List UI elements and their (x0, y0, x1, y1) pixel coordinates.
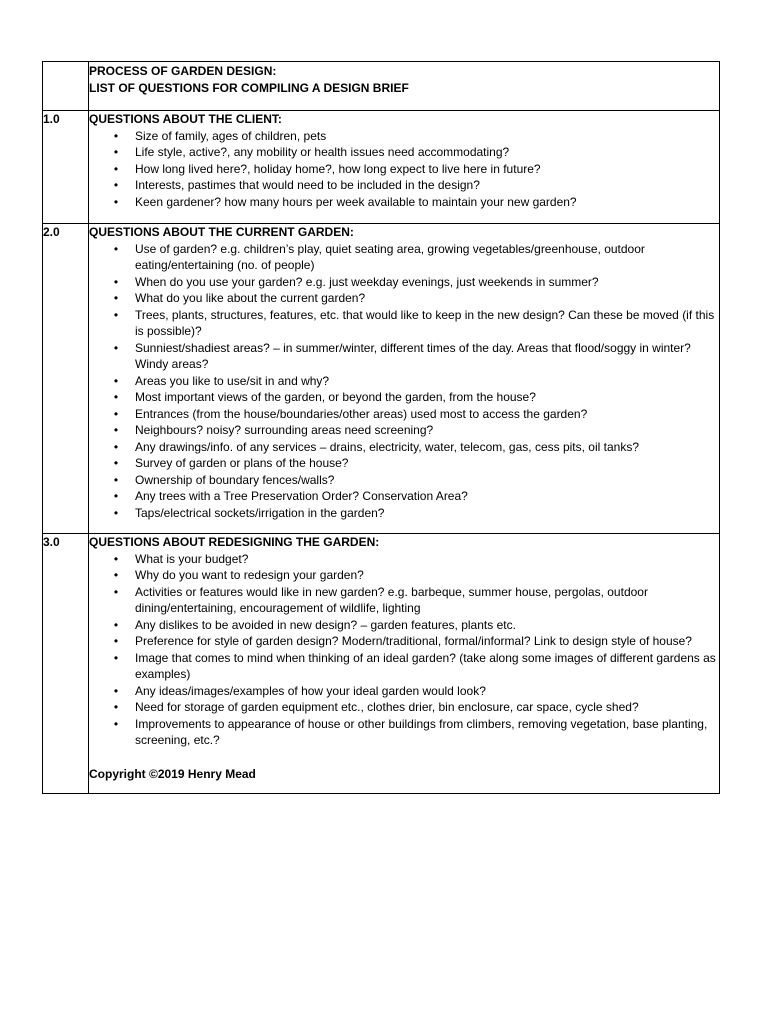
question-text: Any drawings/info. of any services – drains, electricity, water, telecom, gas, cess pits, oil tanks? (135, 439, 639, 454)
question-item (89, 161, 719, 178)
question-item (89, 505, 719, 522)
question-text: Sunniest/shadiest areas? – in summer/winter, different times of the day. Areas that flood/soggy in winter? Windy areas? (135, 340, 691, 371)
section-row-current-garden (43, 224, 720, 534)
design-brief-table (42, 61, 720, 794)
title-number-cell (43, 62, 89, 111)
question-item (89, 422, 719, 439)
question-item (89, 551, 719, 568)
question-list (89, 551, 719, 749)
question-text: What is your budget? (135, 551, 249, 566)
question-item (89, 488, 719, 505)
section-number: 3.0 (43, 534, 89, 794)
bullet-icon: • (113, 683, 119, 698)
bullet-icon: • (113, 700, 119, 714)
question-item (89, 472, 719, 489)
question-text: Use of garden? e.g. children’s play, quiet seating area, growing vegetables/greenhouse, outdoor eating/entertaining (no. of people) (135, 241, 645, 272)
question-text: Taps/electrical sockets/irrigation in the garden? (135, 505, 385, 520)
bullet-icon: • (113, 274, 119, 289)
bullet-icon: • (113, 617, 119, 632)
bullet-icon: • (113, 634, 119, 648)
question-item (89, 194, 719, 211)
question-item (89, 406, 719, 423)
question-item (89, 633, 719, 650)
bullet-icon: • (113, 650, 119, 665)
bullet-icon: • (113, 340, 119, 355)
question-text: Entrances (from the house/boundaries/other areas) used most to access the garden? (135, 406, 588, 421)
question-item (89, 177, 719, 194)
question-list (89, 241, 719, 522)
question-text: Improvements to appearance of house or other buildings from climbers, removing vegetation, base planting, screening, etc.? (135, 716, 708, 747)
question-item (89, 617, 719, 634)
bullet-icon: • (113, 307, 119, 322)
document-title-line-1: PROCESS OF GARDEN DESIGN: (89, 64, 277, 78)
bullet-icon: • (113, 128, 119, 143)
question-text: Survey of garden or plans of the house? (135, 456, 349, 470)
question-text: Image that comes to mind when thinking of an ideal garden? (take along some images of different gardens as examples) (135, 650, 716, 681)
section-body-client (89, 111, 720, 224)
question-item (89, 290, 719, 307)
section-heading: QUESTIONS ABOUT THE CURRENT GARDEN: (89, 225, 354, 239)
bullet-icon: • (113, 145, 119, 159)
question-item (89, 274, 719, 291)
bullet-icon: • (113, 291, 119, 305)
bullet-icon: • (113, 716, 119, 731)
question-text: When do you use your garden? e.g. just weekday evenings, just weekends in summer? (135, 274, 599, 289)
question-text: What do you like about the current garden? (135, 291, 366, 305)
section-body-redesign (89, 534, 720, 794)
question-text: Why do you want to redesign your garden? (135, 568, 364, 582)
question-text: Keen gardener? how many hours per week available to maintain your new garden? (135, 194, 577, 209)
section-row-client (43, 111, 720, 224)
section-row-redesign (43, 534, 720, 794)
document-title-line-2: LIST OF QUESTIONS FOR COMPILING A DESIGN BRIEF (89, 80, 409, 95)
question-text: Trees, plants, structures, features, etc. that would like to keep in the new design? Can these be moved (if this is possible)? (135, 307, 715, 338)
question-item (89, 567, 719, 584)
bullet-icon: • (113, 568, 119, 582)
question-text: Any ideas/images/examples of how your ideal garden would look? (135, 683, 486, 698)
question-text: Most important views of the garden, or beyond the garden, from the house? (135, 390, 536, 404)
question-text: Life style, active?, any mobility or health issues need accommodating? (135, 145, 510, 159)
question-text: Need for storage of garden equipment etc., clothes drier, bin enclosure, car space, cycle shed? (135, 700, 639, 714)
question-item (89, 650, 719, 683)
question-list (89, 128, 719, 211)
title-cell (89, 62, 720, 111)
bullet-icon: • (113, 551, 119, 566)
bullet-icon: • (113, 505, 119, 520)
question-item (89, 683, 719, 700)
question-text: Ownership of boundary fences/walls? (135, 472, 335, 487)
title-row (43, 62, 720, 111)
question-item (89, 128, 719, 145)
bullet-icon: • (113, 161, 119, 176)
question-item (89, 389, 719, 406)
question-item (89, 340, 719, 373)
bullet-icon: • (113, 489, 119, 503)
copyright-notice: Copyright ©2019 Henry Mead (89, 766, 256, 781)
question-text: How long lived here?, holiday home?, how long expect to live here in future? (135, 161, 541, 176)
question-item (89, 584, 719, 617)
section-number: 1.0 (43, 111, 89, 224)
bullet-icon: • (113, 194, 119, 209)
section-heading: QUESTIONS ABOUT REDESIGNING THE GARDEN: (89, 535, 380, 549)
bullet-icon: • (113, 472, 119, 487)
question-item (89, 455, 719, 472)
question-text: Any dislikes to be avoided in new design? – garden features, plants etc. (135, 617, 516, 632)
question-text: Areas you like to use/sit in and why? (135, 373, 330, 388)
question-item (89, 439, 719, 456)
question-item (89, 144, 719, 161)
question-text: Size of family, ages of children, pets (135, 128, 327, 143)
bullet-icon: • (113, 373, 119, 388)
bullet-icon: • (113, 423, 119, 437)
bullet-icon: • (113, 584, 119, 599)
question-item (89, 373, 719, 390)
question-item (89, 699, 719, 716)
bullet-icon: • (113, 241, 119, 256)
bullet-icon: • (113, 406, 119, 421)
bullet-icon: • (113, 439, 119, 454)
question-text: Neighbours? noisy? surrounding areas need screening? (135, 423, 434, 437)
question-text: Any trees with a Tree Preservation Order? Conservation Area? (135, 489, 468, 503)
bullet-icon: • (113, 390, 119, 404)
section-heading: QUESTIONS ABOUT THE CLIENT: (89, 112, 282, 126)
question-item (89, 307, 719, 340)
section-body-current-garden (89, 224, 720, 534)
question-item (89, 241, 719, 274)
section-number: 2.0 (43, 224, 89, 534)
bullet-icon: • (113, 178, 119, 192)
question-text: Preference for style of garden design? Modern/traditional, formal/informal? Link to design style of house? (135, 634, 692, 648)
question-text: Activities or features would like in new garden? e.g. barbeque, summer house, pergolas, outdoor dining/entertaining, encouragement of wildlife, lighting (135, 584, 648, 615)
question-text: Interests, pastimes that would need to be included in the design? (135, 178, 480, 192)
question-item (89, 716, 719, 749)
bullet-icon: • (113, 456, 119, 470)
